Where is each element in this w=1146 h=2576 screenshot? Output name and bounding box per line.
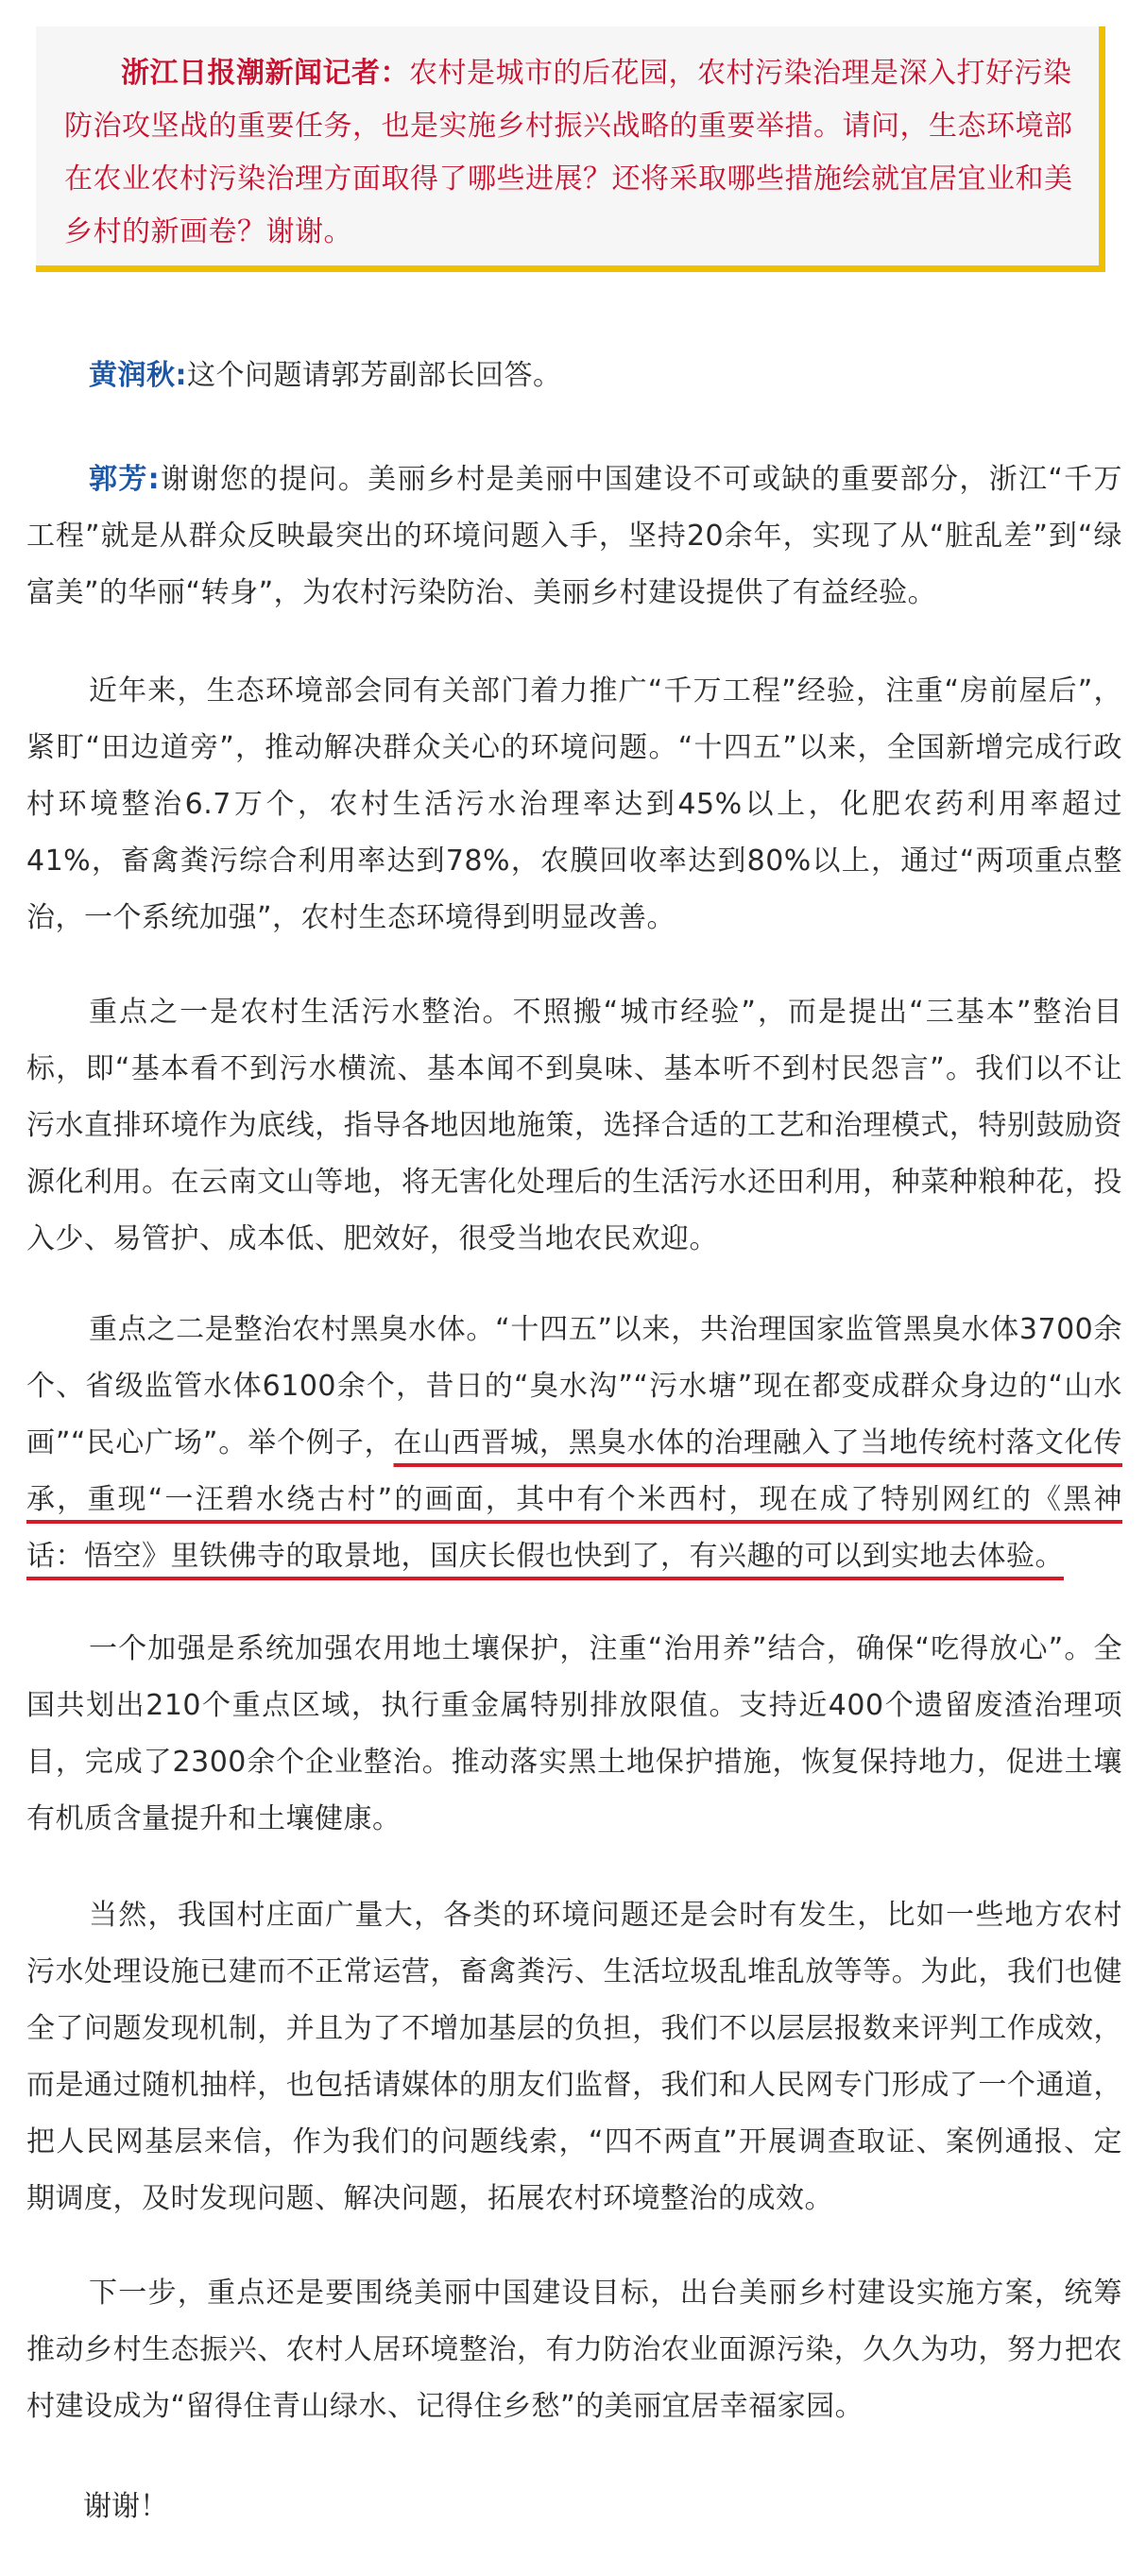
highlighted-passage: 在山西晋城，黑臭水体的治理融入了当地传统村落文化传承，重现“一汪碧水绕古村”的画面，其中有个米西村，现在成了特别网红的《黑神话：悟空》里铁佛寺的取景地，国庆长假也快到了，有兴趣的可以到实地去体验。 — [26, 1426, 1122, 1573]
speaker-guo: 郭芳: — [89, 463, 161, 496]
reporter-name: 浙江日报潮新闻记者： — [121, 57, 409, 90]
answer-huang-text: 这个问题请郭芳副部长回答。 — [187, 359, 562, 392]
closing-thanks: 谢谢！ — [83, 2490, 168, 2523]
question-box — [36, 26, 1105, 272]
answer-huang — [26, 348, 1122, 404]
paragraph-next-step: 下一步，重点还是要围绕美丽中国建设目标，出台美丽乡村建设实施方案，统筹推动乡村生态振兴、农村人居环境整治，有力防治农业面源污染，久久为功，努力把农村建设成为“留得住青山绿水、记得住乡愁”的美丽宜居幸福家园。 — [26, 2277, 1122, 2423]
paragraph-problems: 当然，我国村庄面广量大，各类的环境问题还是会时有发生，比如一些地方农村污水处理设施已建而不正常运营，畜禽粪污、生活垃圾乱堆乱放等等。为此，我们也健全了问题发现机制，并且为了不增加基层的负担，我们不以层层报数来评判工作成效，而是通过随机抽样，也包括请媒体的朋友们监督，我们和人民网专门形成了一个通道，把人民网基层来信，作为我们的问题线索，“四不两直”开展调查取证、案例通报、定期调度，及时发现问题、解决问题，拓展农村环境整治的成效。 — [26, 1899, 1122, 2215]
question-text — [64, 47, 1082, 259]
paragraph-blackwater — [26, 1302, 1122, 1585]
answer-guo-text: 谢谢您的提问。美丽乡村是美丽中国建设不可或缺的重要部分，浙江“千万工程”就是从群众反映最突出的环境问题入手，坚持20余年，实现了从“脏乱差”到“绿富美”的华丽“转身”，为农村污染防治、美丽乡村建设提供了有益经验。 — [26, 463, 1122, 609]
answer-guo — [26, 452, 1122, 622]
paragraph-sewage: 重点之一是农村生活污水整治。不照搬“城市经验”，而是提出“三基本”整治目标，即“基本看不到污水横流、基本闻不到臭味、基本听不到村民怨言”。我们以不让污水直排环境作为底线，指导各地因地施策，选择合适的工艺和治理模式，特别鼓励资源化利用。在云南文山等地，将无害化处理后的生活污水还田利用，种菜种粮种花，投入少、易管护、成本低、肥效好，很受当地农民欢迎。 — [26, 996, 1122, 1255]
paragraph-progress: 近年来，生态环境部会同有关部门着力推广“千万工程”经验，注重“房前屋后”，紧盯“田边道旁”，推动解决群众关心的环境问题。“十四五”以来，全国新增完成行政村环境整治6.7万个，农村生活污水治理率达到45%以上，化肥农药利用率超过41%，畜禽粪污综合利用率达到78%，农膜回收率达到80%以上，通过“两项重点整治，一个系统加强”，农村生态环境得到明显改善。 — [26, 674, 1122, 934]
question-body: 农村是城市的后花园，农村污染治理是深入打好污染防治攻坚战的重要任务，也是实施乡村振兴战略的重要举措。请问，生态环境部在农业农村污染治理方面取得了哪些进展？还将采取哪些措施绘就宜居宜业和美乡村的新画卷？谢谢。 — [64, 57, 1073, 248]
blackwater-intro: 重点之二是整治农村黑臭水体。“十四五”以来，共治理国家监管黑臭水体3700余个、省级监管水体6100余个，昔日的“臭水沟”“污水塘”现在都变成群众身边的“山水画”“民心广场”。举个例子， — [26, 1313, 1122, 1459]
speaker-huang: 黄润秋: — [89, 359, 187, 392]
paragraph-soil: 一个加强是系统加强农用地土壤保护，注重“治用养”结合，确保“吃得放心”。全国共划出210个重点区域，执行重金属特别排放限值。支持近400个遗留废渣治理项目，完成了2300余个企业整治。推动落实黑土地保护措施，恢复保持地力，促进土壤有机质含量提升和土壤健康。 — [26, 1632, 1122, 1835]
